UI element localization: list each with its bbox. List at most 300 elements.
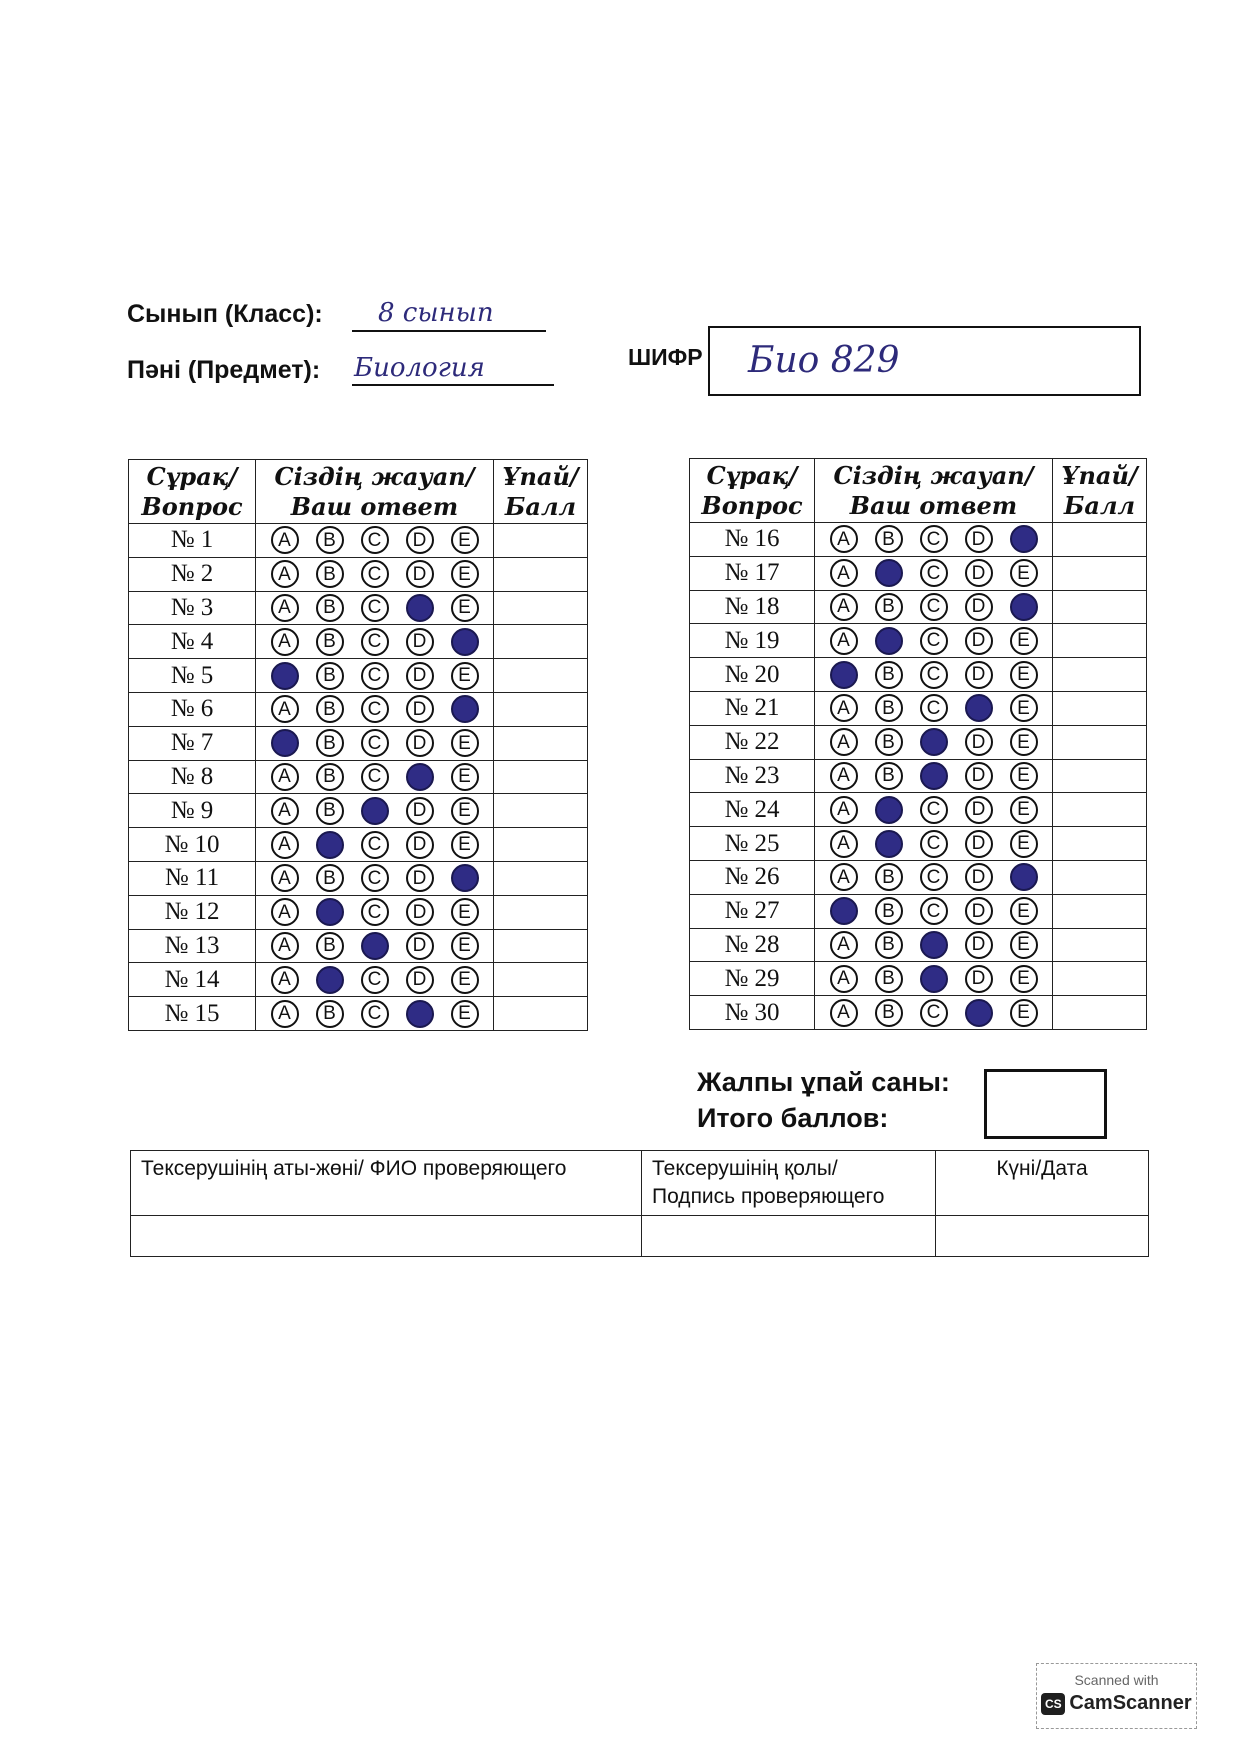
option-bubble-c[interactable]: C [361,966,389,994]
option-bubble-c[interactable]: C [920,525,948,553]
option-bubble-a[interactable] [830,897,858,925]
option-bubble-a[interactable]: A [271,831,299,859]
option-bubble-e[interactable]: E [451,966,479,994]
question-number: № 9 [129,794,256,828]
option-bubble-e[interactable] [1010,593,1038,621]
answer-options [256,997,494,1031]
score-cell[interactable] [494,997,588,1031]
option-bubble-e[interactable]: E [1010,627,1038,655]
option-bubble-d[interactable]: D [965,762,993,790]
answer-options [815,996,1053,1030]
score-cell[interactable] [1053,523,1147,557]
question-number: № 27 [690,894,815,928]
option-bubble-d[interactable]: D [406,864,434,892]
option-bubble-b[interactable]: B [875,931,903,959]
subject-value[interactable]: Биология [354,353,485,383]
answer-options [256,861,494,895]
answer-options [256,557,494,591]
answer-row [129,895,588,929]
score-cell[interactable] [1053,691,1147,725]
option-bubble-d[interactable]: D [406,966,434,994]
option-bubble-d[interactable]: D [965,728,993,756]
question-number: № 13 [129,929,256,963]
option-bubble-c[interactable]: C [920,559,948,587]
subject-underline [352,384,554,386]
option-bubble-a[interactable]: A [830,999,858,1027]
option-bubble-a[interactable]: A [830,525,858,553]
option-bubble-e[interactable]: E [451,662,479,690]
option-bubble-d[interactable]: D [406,526,434,554]
answer-row [129,524,588,558]
option-bubble-a[interactable]: A [830,863,858,891]
option-bubble-a[interactable]: A [830,762,858,790]
answer-row [129,726,588,760]
question-number: № 14 [129,963,256,997]
option-bubble-c[interactable]: C [361,831,389,859]
option-bubble-e[interactable] [1010,863,1038,891]
answer-row [690,759,1147,793]
question-number: № 19 [690,624,815,658]
option-bubble-c[interactable] [361,932,389,960]
option-bubble-a[interactable]: A [271,763,299,791]
question-number: № 15 [129,997,256,1031]
option-bubble-c[interactable]: C [920,593,948,621]
option-bubble-a[interactable]: A [271,864,299,892]
option-bubble-b[interactable]: B [316,1000,344,1028]
option-bubble-e[interactable]: E [1010,728,1038,756]
option-bubble-c[interactable] [920,728,948,756]
option-bubble-c[interactable]: C [361,560,389,588]
score-cell[interactable] [494,760,588,794]
question-number: № 12 [129,895,256,929]
score-cell[interactable] [1053,590,1147,624]
option-bubble-c[interactable]: C [920,661,948,689]
option-bubble-a[interactable]: A [271,628,299,656]
total-label-kz: Жалпы ұпай саны: [697,1067,950,1097]
option-bubble-c[interactable] [920,965,948,993]
option-bubble-e[interactable] [451,695,479,723]
option-bubble-b[interactable]: B [875,661,903,689]
option-bubble-e[interactable]: E [1010,830,1038,858]
option-bubble-c[interactable] [361,797,389,825]
score-cell[interactable] [1053,725,1147,759]
score-cell[interactable] [494,963,588,997]
answer-row [690,996,1147,1030]
option-bubble-a[interactable]: A [271,898,299,926]
option-bubble-b[interactable]: B [875,525,903,553]
answer-row [129,794,588,828]
option-bubble-e[interactable]: E [1010,965,1038,993]
option-bubble-b[interactable]: B [316,594,344,622]
answer-options [815,928,1053,962]
option-bubble-d[interactable]: D [406,560,434,588]
option-bubble-a[interactable] [830,661,858,689]
score-cell[interactable] [494,524,588,558]
option-bubble-e[interactable]: E [1010,694,1038,722]
answer-options [256,760,494,794]
option-bubble-e[interactable]: E [451,560,479,588]
option-bubble-c[interactable]: C [361,526,389,554]
score-cell[interactable] [494,591,588,625]
option-bubble-d[interactable]: D [965,830,993,858]
option-bubble-a[interactable]: A [830,965,858,993]
option-bubble-e[interactable]: E [1010,897,1038,925]
option-bubble-c[interactable]: C [920,796,948,824]
option-bubble-c[interactable]: C [920,863,948,891]
col-answer: Сіздің жауап/ Ваш ответ [256,460,494,524]
question-number: № 28 [690,928,815,962]
option-bubble-e[interactable]: E [451,763,479,791]
option-bubble-b[interactable]: B [875,863,903,891]
option-bubble-a[interactable]: A [830,627,858,655]
option-bubble-d[interactable]: D [965,593,993,621]
option-bubble-b[interactable] [316,898,344,926]
answer-options [815,658,1053,692]
answer-row [690,523,1147,557]
checker-date-label: Күні/Дата [936,1151,1149,1216]
question-number: № 30 [690,996,815,1030]
option-bubble-e[interactable]: E [451,831,479,859]
answer-options [815,725,1053,759]
option-bubble-c[interactable]: C [361,763,389,791]
option-bubble-b[interactable]: B [316,628,344,656]
score-cell[interactable] [494,625,588,659]
question-number: № 8 [129,760,256,794]
class-underline [352,330,546,332]
answer-options [815,827,1053,861]
option-bubble-b[interactable]: B [875,762,903,790]
option-bubble-c[interactable] [920,762,948,790]
watermark-top: Scanned with [1074,1672,1159,1688]
option-bubble-e[interactable]: E [451,526,479,554]
question-number: № 25 [690,827,815,861]
option-bubble-b[interactable] [875,559,903,587]
option-bubble-d[interactable]: D [406,628,434,656]
question-number: № 7 [129,726,256,760]
answer-options [256,963,494,997]
answer-options [815,793,1053,827]
option-bubble-d[interactable]: D [965,627,993,655]
answer-options [256,895,494,929]
option-bubble-c[interactable]: C [920,999,948,1027]
cipher-label: ШИФР [628,344,703,370]
answer-options [256,692,494,726]
option-bubble-b[interactable]: B [875,694,903,722]
option-bubble-a[interactable]: A [830,796,858,824]
answer-row [129,625,588,659]
option-bubble-b[interactable]: B [875,593,903,621]
option-bubble-d[interactable]: D [406,797,434,825]
checker-date-field[interactable] [936,1216,1149,1257]
question-number: № 21 [690,691,815,725]
answer-row [129,760,588,794]
option-bubble-e[interactable]: E [451,729,479,757]
question-number: № 6 [129,692,256,726]
question-number: № 17 [690,556,815,590]
option-bubble-b[interactable]: B [316,932,344,960]
option-bubble-a[interactable]: A [271,1000,299,1028]
answer-row [129,591,588,625]
class-value[interactable]: 8 сынып [378,298,494,328]
option-bubble-b[interactable]: B [875,965,903,993]
col-score: Ұпай/ Балл [1053,459,1147,523]
option-bubble-d[interactable]: D [406,729,434,757]
option-bubble-b[interactable]: B [316,864,344,892]
option-bubble-e[interactable] [451,864,479,892]
answer-row [129,659,588,693]
option-bubble-a[interactable]: A [271,797,299,825]
option-bubble-a[interactable] [271,662,299,690]
answer-options [256,794,494,828]
answer-options [256,659,494,693]
option-bubble-b[interactable] [316,966,344,994]
option-bubble-a[interactable]: A [271,695,299,723]
answer-row [690,691,1147,725]
total-score-box[interactable] [984,1069,1107,1139]
option-bubble-b[interactable]: B [875,728,903,756]
answer-options [256,524,494,558]
question-number: № 29 [690,962,815,996]
answer-options [256,929,494,963]
option-bubble-a[interactable]: A [830,830,858,858]
answer-options [815,860,1053,894]
option-bubble-d[interactable]: D [965,559,993,587]
option-bubble-d[interactable] [406,763,434,791]
answer-row [690,827,1147,861]
subject-label: Пәні (Предмет): [127,356,321,384]
col-score: Ұпай/ Балл [494,460,588,524]
option-bubble-e[interactable]: E [451,932,479,960]
question-number: № 10 [129,828,256,862]
option-bubble-b[interactable]: B [316,560,344,588]
score-cell[interactable] [1053,827,1147,861]
score-cell[interactable] [1053,860,1147,894]
answer-row [690,894,1147,928]
question-number: № 22 [690,725,815,759]
answer-options [256,625,494,659]
option-bubble-a[interactable]: A [271,932,299,960]
question-number: № 11 [129,861,256,895]
checker-name-label: Тексерушінің аты-жөні/ ФИО проверяющего [131,1151,642,1216]
option-bubble-e[interactable]: E [451,797,479,825]
question-number: № 1 [129,524,256,558]
option-bubble-c[interactable]: C [361,864,389,892]
cipher-box[interactable] [708,326,1141,396]
col-question: Сұрақ/ Вопрос [690,459,815,523]
option-bubble-d[interactable]: D [406,831,434,859]
option-bubble-e[interactable]: E [451,898,479,926]
option-bubble-c[interactable]: C [920,694,948,722]
score-cell[interactable] [1053,793,1147,827]
answer-options [815,894,1053,928]
option-bubble-a[interactable]: A [271,560,299,588]
answer-options [815,691,1053,725]
option-bubble-d[interactable]: D [965,965,993,993]
option-bubble-b[interactable]: B [875,897,903,925]
answer-options [815,759,1053,793]
question-number: № 5 [129,659,256,693]
answer-row [690,962,1147,996]
option-bubble-a[interactable]: A [271,966,299,994]
option-bubble-c[interactable]: C [361,662,389,690]
option-bubble-c[interactable]: C [361,898,389,926]
score-cell[interactable] [1053,928,1147,962]
question-number: № 2 [129,557,256,591]
option-bubble-a[interactable]: A [830,694,858,722]
answer-row [129,828,588,862]
option-bubble-d[interactable]: D [965,525,993,553]
answer-options [256,828,494,862]
option-bubble-b[interactable]: B [316,695,344,723]
option-bubble-c[interactable] [920,931,948,959]
question-number: № 4 [129,625,256,659]
option-bubble-d[interactable]: D [965,661,993,689]
score-cell[interactable] [494,726,588,760]
option-bubble-b[interactable]: B [316,797,344,825]
answer-options [815,624,1053,658]
option-bubble-a[interactable]: A [830,931,858,959]
option-bubble-d[interactable]: D [406,898,434,926]
checker-name-field[interactable] [131,1216,642,1257]
score-cell[interactable] [494,794,588,828]
option-bubble-e[interactable]: E [1010,796,1038,824]
answer-row [690,556,1147,590]
score-cell[interactable] [494,557,588,591]
score-cell[interactable] [1053,658,1147,692]
answer-options [815,523,1053,557]
option-bubble-a[interactable]: A [830,728,858,756]
option-bubble-b[interactable]: B [316,763,344,791]
answer-row [690,793,1147,827]
class-label: Сынып (Класс): [127,300,323,328]
option-bubble-b[interactable] [875,830,903,858]
option-bubble-b[interactable]: B [316,729,344,757]
answer-row [129,692,588,726]
option-bubble-e[interactable]: E [1010,762,1038,790]
option-bubble-d[interactable] [965,999,993,1027]
option-bubble-d[interactable]: D [406,662,434,690]
option-bubble-a[interactable]: A [830,593,858,621]
option-bubble-d[interactable] [406,594,434,622]
watermark-brand: CamScanner [1069,1692,1192,1714]
answer-row [129,997,588,1031]
option-bubble-d[interactable]: D [965,796,993,824]
score-cell[interactable] [494,861,588,895]
answer-table-right [689,458,1147,1030]
answer-row [129,963,588,997]
option-bubble-d[interactable] [406,1000,434,1028]
answer-row [690,590,1147,624]
question-number: № 16 [690,523,815,557]
answer-table-left [128,459,588,1031]
score-cell[interactable] [494,659,588,693]
checker-table [130,1150,1149,1257]
col-answer: Сіздің жауап/ Ваш ответ [815,459,1053,523]
option-bubble-c[interactable]: C [920,897,948,925]
option-bubble-a[interactable]: A [271,594,299,622]
option-bubble-e[interactable]: E [1010,999,1038,1027]
answer-options [256,591,494,625]
question-number: № 23 [690,759,815,793]
option-bubble-b[interactable]: B [875,999,903,1027]
score-cell[interactable] [494,692,588,726]
option-bubble-b[interactable]: B [316,662,344,690]
answer-row [129,929,588,963]
option-bubble-d[interactable] [965,694,993,722]
option-bubble-c[interactable]: C [361,695,389,723]
option-bubble-e[interactable]: E [1010,931,1038,959]
option-bubble-a[interactable]: A [830,559,858,587]
score-cell[interactable] [1053,624,1147,658]
question-number: № 24 [690,793,815,827]
score-cell[interactable] [1053,962,1147,996]
option-bubble-a[interactable]: A [271,526,299,554]
score-cell[interactable] [1053,894,1147,928]
score-cell[interactable] [494,929,588,963]
answer-row [129,861,588,895]
question-number: № 26 [690,860,815,894]
option-bubble-d[interactable]: D [965,931,993,959]
camscanner-watermark [1036,1663,1197,1729]
question-number: № 3 [129,591,256,625]
option-bubble-a[interactable] [271,729,299,757]
option-bubble-d[interactable]: D [406,932,434,960]
option-bubble-e[interactable]: E [1010,559,1038,587]
option-bubble-b[interactable] [316,831,344,859]
answer-row [690,658,1147,692]
checker-signature-label: Тексерушінің қолы/ Подпись проверяющего [642,1151,936,1216]
option-bubble-c[interactable]: C [920,830,948,858]
option-bubble-b[interactable] [875,627,903,655]
total-label [697,1064,950,1136]
option-bubble-e[interactable] [1010,525,1038,553]
score-cell[interactable] [494,895,588,929]
option-bubble-e[interactable]: E [451,1000,479,1028]
option-bubble-c[interactable]: C [361,628,389,656]
answer-options [815,556,1053,590]
answer-row [129,557,588,591]
option-bubble-d[interactable]: D [965,897,993,925]
question-number: № 20 [690,658,815,692]
answer-row [690,928,1147,962]
option-bubble-c[interactable]: C [361,594,389,622]
option-bubble-d[interactable]: D [406,695,434,723]
option-bubble-c[interactable]: C [920,627,948,655]
option-bubble-c[interactable]: C [361,1000,389,1028]
cipher-value: Био 829 [748,340,900,381]
camscanner-logo-icon: CS [1041,1693,1065,1715]
total-label-ru: Итого баллов: [697,1103,889,1133]
score-cell[interactable] [1053,759,1147,793]
option-bubble-b[interactable] [875,796,903,824]
score-cell[interactable] [494,828,588,862]
answer-options [256,726,494,760]
answer-options [815,590,1053,624]
answer-row [690,624,1147,658]
score-cell[interactable] [1053,996,1147,1030]
answer-row [690,725,1147,759]
answer-options [815,962,1053,996]
option-bubble-b[interactable]: B [316,526,344,554]
option-bubble-e[interactable]: E [1010,661,1038,689]
option-bubble-e[interactable]: E [451,594,479,622]
col-question: Сұрақ/ Вопрос [129,460,256,524]
option-bubble-e[interactable] [451,628,479,656]
option-bubble-d[interactable]: D [965,863,993,891]
checker-signature-field[interactable] [642,1216,936,1257]
score-cell[interactable] [1053,556,1147,590]
option-bubble-c[interactable]: C [361,729,389,757]
